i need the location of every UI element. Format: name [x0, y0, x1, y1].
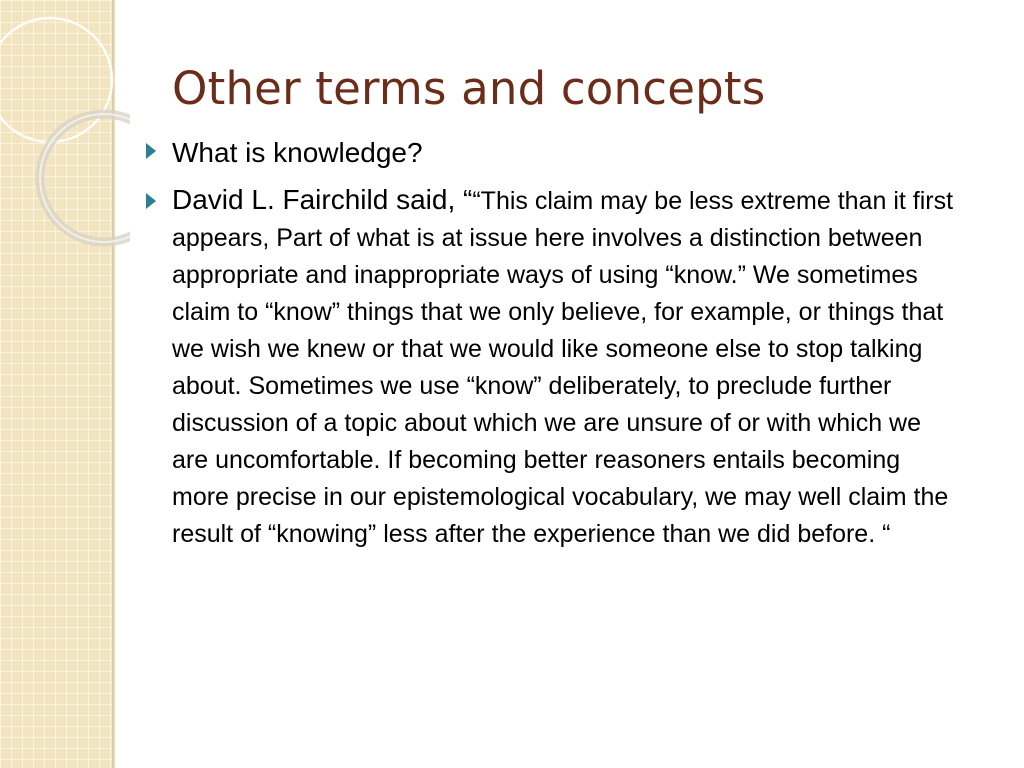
slide-title: Other terms and concepts [172, 62, 766, 115]
triangle-right-icon [146, 193, 156, 209]
bullet-text: What is knowledge? [172, 137, 423, 168]
bullet-list [146, 135, 976, 563]
ring-large [0, 18, 112, 142]
bullet-item-knowledge [146, 135, 976, 171]
triangle-right-icon [146, 143, 156, 159]
quote-text: “This claim may be less extreme than it first appears, Part of what is at issue here involves a distinction between appropriate and inappropriate ways of using “know.” We sometimes claim to “know” things that we only believe, for example, or things that we wish we knew or that we would like someone else to stop talking about. Sometimes we use “know” deliberately, to preclude further discussion of a topic about which we are unsure of or with which we are uncomfortable. If becoming better reasoners entails becoming more precise in our epistemological vocabulary, we may well claim the result of “knowing” less after the experience than we did before. “ [172, 187, 954, 548]
quote-attribution: David L. Fairchild said, “ [172, 184, 473, 215]
ring-decoration-icon [0, 0, 130, 260]
ring-thick [40, 114, 130, 242]
bullet-item-fairchild-quote [146, 181, 962, 553]
